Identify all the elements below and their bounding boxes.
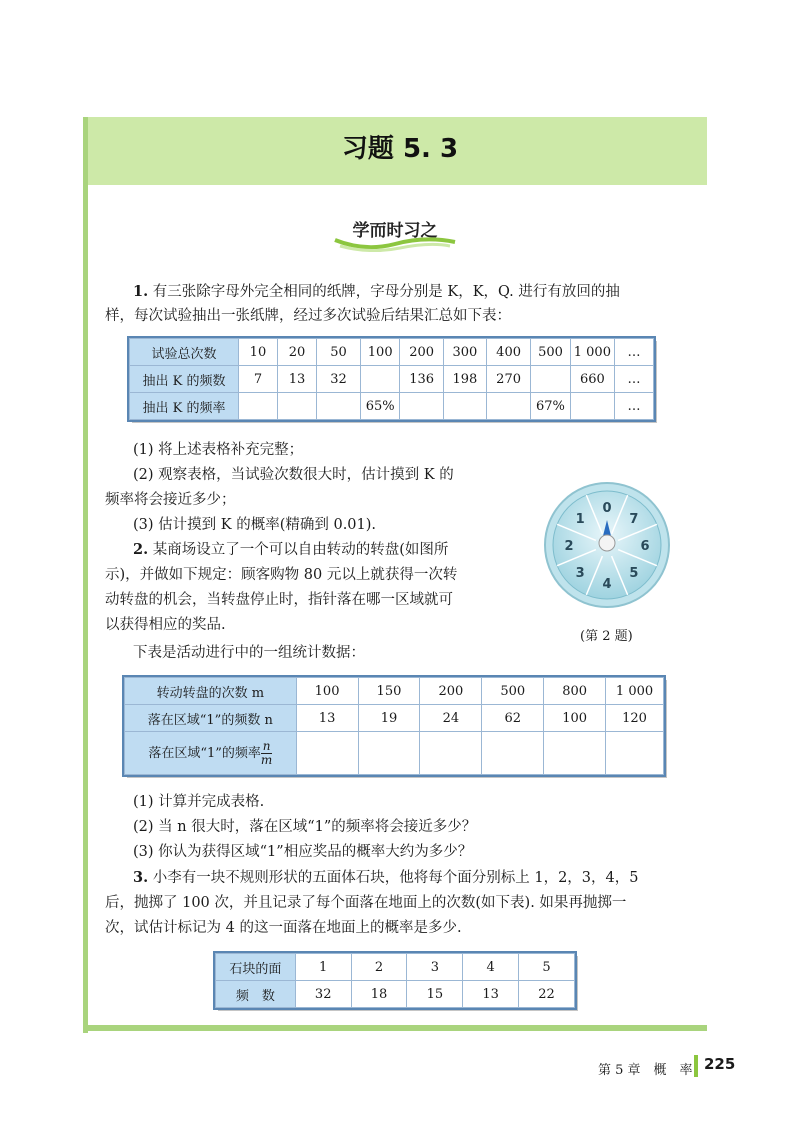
figure-caption: (第 2 题) xyxy=(580,629,633,644)
table-cell: 13 xyxy=(277,366,316,393)
section-badge xyxy=(330,212,460,252)
table-cell: 转动转盘的次数 m xyxy=(125,678,297,705)
chapter-label: 第 5 章 概 率 xyxy=(598,1063,693,1078)
wheel-number: 3 xyxy=(575,565,585,581)
table-row xyxy=(216,981,575,1008)
table-cell: 100 xyxy=(544,705,606,732)
table-cell: 3 xyxy=(407,954,463,981)
table-cell: 抽出 K 的频数 xyxy=(130,366,239,393)
table-cell: 200 xyxy=(420,678,482,705)
table-cell xyxy=(358,732,420,775)
table-row xyxy=(130,366,654,393)
table-cell: 32 xyxy=(317,366,361,393)
q2-table xyxy=(124,677,664,775)
q2-line2: 示)，并做如下规定：顾客购物 80 元以上就获得一次转 xyxy=(105,567,458,583)
table-cell: 24 xyxy=(420,705,482,732)
q2-line4: 以获得相应的奖品. xyxy=(105,617,226,633)
wheel-number: 0 xyxy=(602,501,612,516)
table-cell: 落在区域“1”的频数 n xyxy=(125,705,297,732)
left-rule xyxy=(83,117,88,1033)
table-cell: 50 xyxy=(317,339,361,366)
table-cell: 500 xyxy=(531,339,571,366)
q1-line1: 1. 有三张除字母外完全相同的纸牌，字母分别是 K，K，Q. 进行有放回的抽 xyxy=(133,283,620,300)
table-cell: 200 xyxy=(400,339,443,366)
table-cell: 65% xyxy=(360,393,400,420)
table-cell: 100 xyxy=(360,339,400,366)
q2-line3: 动转盘的机会，当转盘停止时，指针落在哪一区域就可 xyxy=(105,592,453,608)
table-cell: 1 xyxy=(295,954,351,981)
table-cell xyxy=(443,393,486,420)
q3-line3: 次，试估计标记为 4 的这一面落在地面上的概率是多少. xyxy=(105,920,462,936)
page-title: 习题 5. 3 xyxy=(341,134,459,164)
table-cell: 13 xyxy=(463,981,519,1008)
table-cell: 4 xyxy=(463,954,519,981)
table-cell: 1 000 xyxy=(570,339,614,366)
table-cell: 120 xyxy=(606,705,664,732)
q2-sub3: (3) 你认为获得区域“1”相应奖品的概率大约为多少？ xyxy=(133,844,473,860)
table-cell xyxy=(317,393,361,420)
table-cell: 1 000 xyxy=(606,678,664,705)
table-cell: 500 xyxy=(482,678,544,705)
page-number: 225 xyxy=(704,1055,736,1073)
table-cell xyxy=(531,366,571,393)
table-cell: 2 xyxy=(351,954,407,981)
table-cell: 15 xyxy=(407,981,463,1008)
q1-sub2a: (2) 观察表格，当试验次数很大时，估计摸到 K 的 xyxy=(133,467,454,483)
table-cell: 5 xyxy=(519,954,575,981)
table-cell: … xyxy=(614,366,653,393)
table-cell: 22 xyxy=(519,981,575,1008)
footer-divider xyxy=(694,1055,698,1077)
table-cell: 20 xyxy=(277,339,316,366)
table-row xyxy=(125,705,664,732)
table-cell: 10 xyxy=(238,339,277,366)
wave-decoration-icon xyxy=(330,232,460,252)
table-cell: 石块的面 xyxy=(216,954,296,981)
table-cell xyxy=(296,732,358,775)
q2-intro: 下表是活动进行中的一组统计数据： xyxy=(133,645,365,661)
table-cell xyxy=(486,393,530,420)
wheel-number: 4 xyxy=(602,577,612,592)
table-row xyxy=(130,393,654,420)
wheel-number: 1 xyxy=(575,512,585,528)
table-cell: 13 xyxy=(296,705,358,732)
table-cell xyxy=(544,732,606,775)
table-cell: 频 数 xyxy=(216,981,296,1008)
table-cell xyxy=(238,393,277,420)
q2-sub2: (2) 当 n 很大时，落在区域“1”的频率将会接近多少？ xyxy=(133,819,477,835)
table-cell: 18 xyxy=(351,981,407,1008)
table-cell: 落在区域“1”的频率 $\frac{n}{m}$ xyxy=(125,732,297,775)
q1-sub2b: 频率将会接近多少； xyxy=(105,492,236,508)
q1-sub3: (3) 估计摸到 K 的概率(精确到 0.01). xyxy=(133,517,377,533)
table-cell xyxy=(400,393,443,420)
table-cell: 7 xyxy=(238,366,277,393)
table-cell: … xyxy=(614,393,653,420)
wheel-number: 5 xyxy=(629,565,639,581)
table-cell: 800 xyxy=(544,678,606,705)
table-row xyxy=(130,339,654,366)
table-cell: 198 xyxy=(443,366,486,393)
table-cell: 100 xyxy=(296,678,358,705)
table-cell: 300 xyxy=(443,339,486,366)
table-cell: 660 xyxy=(570,366,614,393)
table-cell: 32 xyxy=(295,981,351,1008)
table-row xyxy=(125,678,664,705)
table-cell: 270 xyxy=(486,366,530,393)
table-row xyxy=(216,954,575,981)
table-cell: 试验总次数 xyxy=(130,339,239,366)
wheel-number: 2 xyxy=(564,539,574,554)
q1-line2: 样，每次试验抽出一张纸牌，经过多次试验后结果汇总如下表： xyxy=(105,308,511,324)
spinner-wheel-icon xyxy=(542,480,672,610)
table-cell xyxy=(360,366,400,393)
table-cell: 150 xyxy=(358,678,420,705)
table-cell xyxy=(482,732,544,775)
table-cell: 67% xyxy=(531,393,571,420)
q3-line2: 后，抛掷了 100 次，并且记录了每个面落在地面上的次数(如下表). 如果再抛掷一 xyxy=(105,895,627,911)
q1-sub1: (1) 将上述表格补充完整； xyxy=(133,442,304,458)
bottom-rule xyxy=(83,1025,707,1031)
section-subtitle: 学而时习之 xyxy=(352,221,438,241)
q1-table xyxy=(129,338,654,420)
table-cell xyxy=(570,393,614,420)
table-cell: 62 xyxy=(482,705,544,732)
wheel-number: 6 xyxy=(640,539,650,554)
q3-line1: 3. 小李有一块不规则形状的五面体石块，他将每个面分别标上 1，2，3，4，5 xyxy=(133,869,639,886)
q3-table xyxy=(215,953,575,1008)
q2-sub1: (1) 计算并完成表格. xyxy=(133,794,265,810)
table-cell: 抽出 K 的频率 xyxy=(130,393,239,420)
q2-line1: 2. 某商场设立了一个可以自由转动的转盘(如图所 xyxy=(133,541,449,558)
table-cell xyxy=(420,732,482,775)
table-cell: 400 xyxy=(486,339,530,366)
wheel-number: 7 xyxy=(629,512,639,528)
table-cell xyxy=(606,732,664,775)
table-cell: 19 xyxy=(358,705,420,732)
table-cell: … xyxy=(614,339,653,366)
table-cell: 136 xyxy=(400,366,443,393)
table-cell xyxy=(277,393,316,420)
